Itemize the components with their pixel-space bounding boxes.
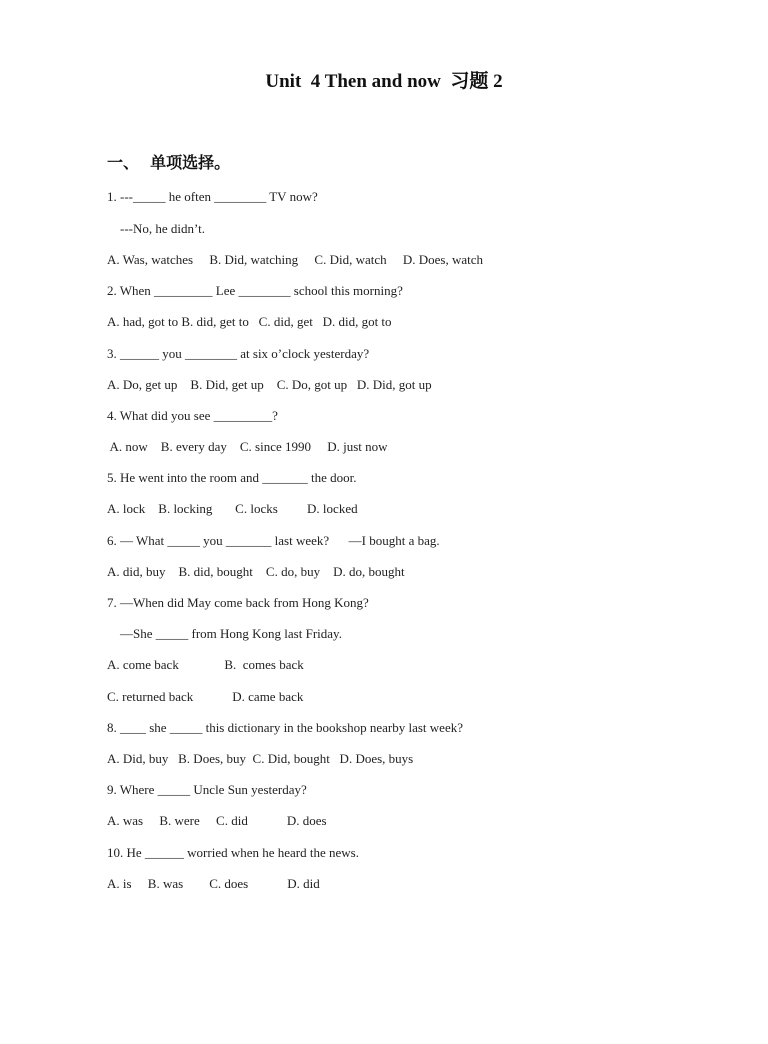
question-10-options: A. is B. was C. does D. did [107,876,320,891]
question-7-options-cd: C. returned back D. came back [107,689,304,704]
question-9-options: A. was B. were C. did D. does [107,813,327,828]
question-1-stem: 1. ---_____ he often ________ TV now? [107,189,318,204]
question-7-options-ab: A. come back B. comes back [107,657,304,672]
question-6-options: A. did, buy B. did, bought C. do, buy D. do, bought [107,564,405,579]
question-1-options: A. Was, watches B. Did, watching C. Did, watch D. Does, watch [107,252,484,267]
question-6-stem: 6. — What _____ you _______ last week? —I bought a bag. [107,533,440,548]
question-7-answer-line: —She _____ from Hong Kong last Friday. [107,626,342,641]
question-9-stem: 9. Where _____ Uncle Sun yesterday? [107,782,307,797]
question-2-options: A. had, got to B. did, get to C. did, get D. did, got to [107,314,392,329]
question-5-options: A. lock B. locking C. locks D. locked [107,501,358,516]
question-8-stem: 8. ____ she _____ this dictionary in the bookshop nearby last week? [107,720,463,735]
question-3-options: A. Do, get up B. Did, get up C. Do, got up D. Did, got up [107,377,432,392]
question-2-stem: 2. When _________ Lee ________ school this morning? [107,283,403,298]
question-10-stem: 10. He ______ worried when he heard the news. [107,845,359,860]
question-7-stem: 7. —When did May come back from Hong Kong? [107,595,369,610]
section-heading: 一、 单项选择。 [107,153,231,172]
question-1-answer-line: ---No, he didn’t. [107,221,205,236]
question-3-stem: 3. ______ you ________ at six o’clock yesterday? [107,346,370,361]
question-8-options: A. Did, buy B. Does, buy C. Did, bought D. Does, buys [107,751,414,766]
question-4-stem: 4. What did you see _________? [107,408,278,423]
question-4-options: A. now B. every day C. since 1990 D. just now [107,439,388,454]
question-5-stem: 5. He went into the room and _______ the door. [107,470,357,485]
document-title: Unit 4 Then and now 习题 2 [265,71,503,92]
